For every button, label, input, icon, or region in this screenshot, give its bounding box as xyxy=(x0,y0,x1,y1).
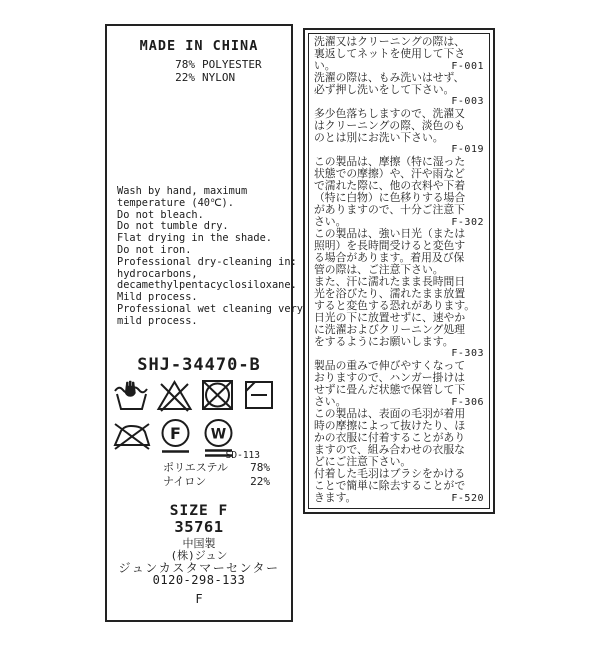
care-note-text: さい。 xyxy=(314,395,347,408)
care-note-text: はクリーニングの際、淡色のも xyxy=(314,119,465,132)
composition-jp-list xyxy=(163,461,270,488)
care-instruction-line: Do not tumble dry. xyxy=(117,220,229,233)
dry-clean-F-mild-icon xyxy=(156,418,195,458)
care-note-text: 裏返してネットを使用して下さ xyxy=(314,47,466,60)
care-instruction-line: Do not bleach. xyxy=(117,208,204,221)
care-note-text: せずに畳んだ状態で保管して下 xyxy=(314,383,466,396)
care-note-text: この製品は、摩擦（特に湿った xyxy=(314,155,466,168)
care-note-text: のとは別にお洗い下さい。 xyxy=(314,131,444,144)
care-note-text: 多少色落ちしますので、洗濯又 xyxy=(314,107,465,120)
size-label: SIZE F xyxy=(169,503,229,519)
main-care-label xyxy=(105,24,303,622)
do-not-iron-icon xyxy=(112,418,152,458)
care-note-text: かの衣服に付着することがあり xyxy=(314,431,466,444)
care-notes-lines xyxy=(314,36,484,504)
care-note-text: 照明）を長時間受けると変色す xyxy=(314,239,466,252)
company-name: (株)ジュン xyxy=(170,549,228,562)
care-note-text: この製品は、強い日光（または xyxy=(314,227,466,240)
fiber-name: NYLON xyxy=(202,71,236,84)
care-note-text: で濡れた際に、他の衣料や下着 xyxy=(314,179,466,192)
flat-dry-in-shade-icon xyxy=(241,378,277,412)
care-note-text: ますので、組み合わせの衣服な xyxy=(314,443,465,456)
care-instruction-line: Do not iron. xyxy=(117,243,192,256)
fiber-name-jp: ポリエステル xyxy=(163,461,229,474)
care-note-text: い。 xyxy=(314,59,336,72)
care-instructions-en xyxy=(117,185,303,328)
care-note-text: 洗濯又はクリーニングの際は、 xyxy=(314,35,465,48)
care-note-code: F-306 xyxy=(451,397,484,408)
care-note-text: ことで簡単に除去することがで xyxy=(314,479,466,492)
care-symbols-row-2 xyxy=(112,418,238,458)
svg-text:W: W xyxy=(210,426,227,443)
care-note-text: （特に白物）に色移りする場合 xyxy=(314,191,466,204)
care-notes-label xyxy=(303,28,495,514)
care-instruction-line: hydrocarbons, xyxy=(117,267,198,280)
fiber-percentage-jp: 22% xyxy=(250,474,270,488)
origin-text: MADE IN CHINA xyxy=(139,38,259,54)
care-note-line xyxy=(314,48,484,60)
care-note-text: 必ず押し洗いをして下さい。 xyxy=(314,83,455,96)
care-note-text: をするようにお願いします。 xyxy=(314,335,454,348)
hand-wash-icon xyxy=(112,378,151,412)
do-not-tumble-dry-icon xyxy=(198,378,237,412)
care-note-code: F-302 xyxy=(451,217,484,228)
care-note-text: 日光の下に放置せずに、速やか xyxy=(314,311,466,324)
care-note-line xyxy=(314,492,484,504)
care-symbols-row-1 xyxy=(112,378,277,412)
care-note-text: すると変色する恐れがあります。 xyxy=(314,299,476,312)
care-note-text: 付着した毛羽はブラシをかける xyxy=(314,467,466,480)
do-not-bleach-icon xyxy=(155,378,194,412)
care-note-line xyxy=(314,84,484,96)
care-note-text: さい。 xyxy=(314,215,347,228)
care-instruction-line: Flat drying in the shade. xyxy=(117,232,272,245)
composition-en-list xyxy=(107,58,291,84)
care-note-text: きます。 xyxy=(314,491,357,504)
care-instruction-line: Professional wet cleaning very xyxy=(117,302,303,315)
care-note-text: また、汗に濡れたまま長時間日 xyxy=(314,275,466,288)
fiber-percentage-jp: 78% xyxy=(250,461,270,474)
care-note-text: この製品は、表面の毛羽が着用 xyxy=(314,407,466,420)
composition-en-row xyxy=(107,58,291,71)
fiber-percentage: 22% xyxy=(175,71,195,84)
bottom-size-mark: F xyxy=(195,592,203,606)
country-of-origin-jp: 中国製 xyxy=(182,537,216,550)
composition-jp-row xyxy=(163,475,270,489)
customer-center-name: ジュンカスタマーセンター xyxy=(118,561,280,575)
care-note-line xyxy=(314,336,484,348)
fiber-name-jp: ナイロン xyxy=(163,474,207,488)
care-note-text: 時の摩擦によって抜けたり、ほ xyxy=(314,419,466,432)
care-note-code: F-001 xyxy=(451,61,484,72)
care-instruction-line: Professional dry-cleaning in: xyxy=(117,255,297,268)
care-note-text: 製品の重みで伸びやすくなって xyxy=(314,359,466,372)
care-note-text: る場合があります。着用及び保 xyxy=(314,251,465,264)
composition-jp-row xyxy=(163,461,270,475)
fiber-name: POLYESTER xyxy=(202,58,262,71)
care-instruction-line: decamethylpentacyclosiloxane. xyxy=(117,279,297,292)
fiber-percentage: 78% xyxy=(175,58,195,71)
care-note-code: F-003 xyxy=(451,96,484,107)
care-note-text: おりますので、ハンガー掛けは xyxy=(314,371,465,384)
care-instruction-line: temperature (40℃). xyxy=(117,196,234,209)
composition-en-row xyxy=(107,71,291,84)
care-instruction-line: Mild process. xyxy=(117,291,198,304)
item-number: 35761 xyxy=(174,518,224,536)
care-note-text: がありますので、十分ご注意下 xyxy=(314,203,465,216)
care-note-text: 状態での摩擦）や、汗や雨など xyxy=(314,167,465,180)
care-note-text: 管の際は、ご注意下さい。 xyxy=(314,263,444,276)
care-notes-inner-frame xyxy=(308,33,490,509)
care-instruction-line: Wash by hand, maximum xyxy=(117,185,248,197)
quality-code: SD-113 xyxy=(225,450,260,461)
customer-center-phone: 0120-298-133 xyxy=(152,573,246,587)
care-note-code: F-520 xyxy=(451,493,484,504)
care-note-text: 洗濯の際は、もみ洗いはせず、 xyxy=(314,71,465,84)
care-note-code: F-303 xyxy=(451,348,484,359)
care-note-text: 光を浴びたり、濡れたまま放置 xyxy=(314,287,466,300)
care-note-code: F-019 xyxy=(451,144,484,155)
svg-text:F: F xyxy=(170,424,181,443)
product-code: SHJ-34470-B xyxy=(137,355,261,375)
care-note-text: に洗濯およびクリーニング処理 xyxy=(314,323,465,336)
care-instruction-line: mild process. xyxy=(117,314,198,327)
care-note-text: どにご注意下さい。 xyxy=(314,455,412,468)
care-note-line xyxy=(314,132,484,144)
